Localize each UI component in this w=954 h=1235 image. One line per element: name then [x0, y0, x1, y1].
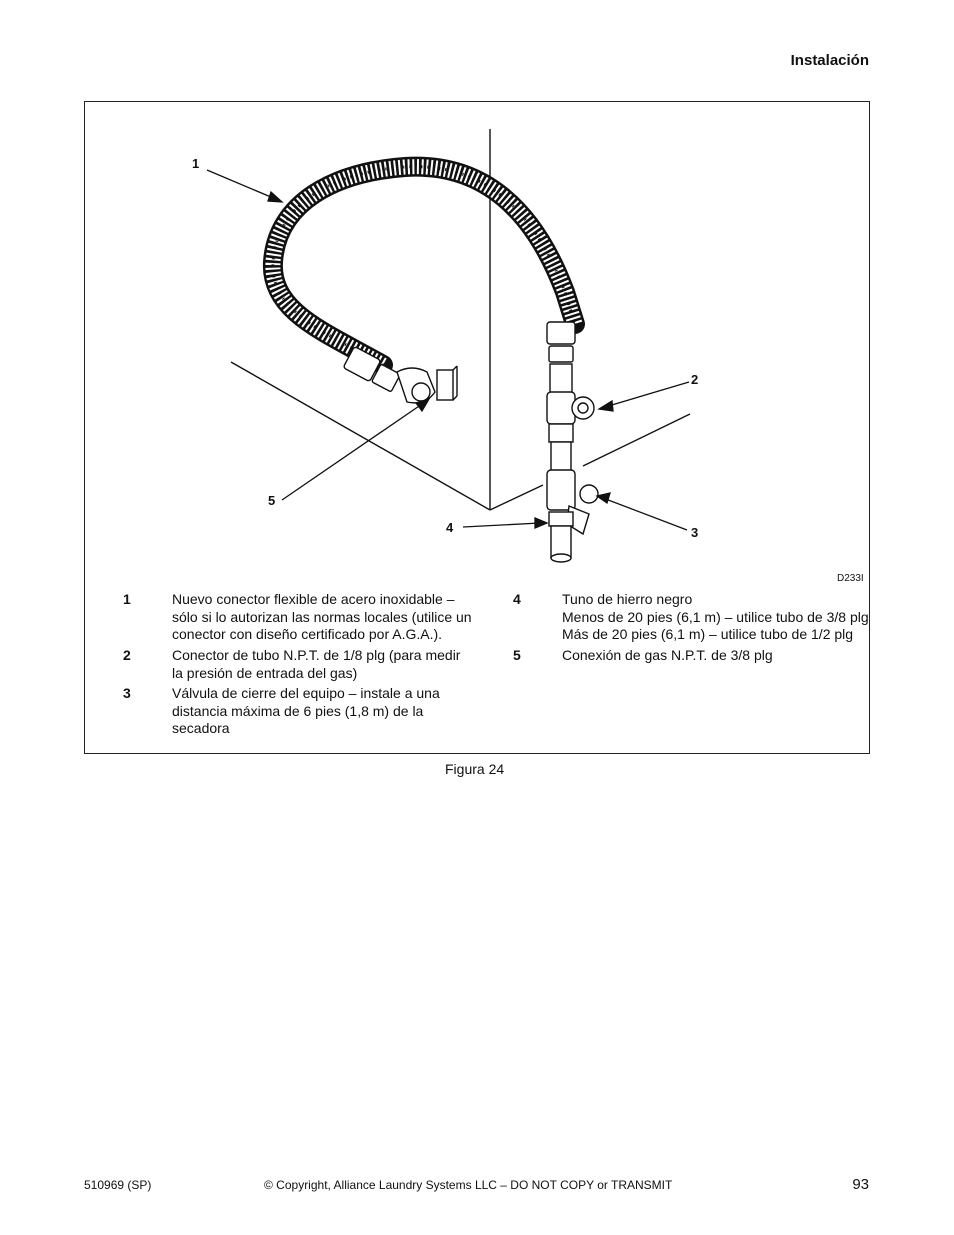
legend-line: la presión de entrada del gas) [172, 664, 358, 681]
legend-line: sólo si lo autorizan las normas locales (utilice un [172, 608, 472, 625]
doc-number: 510969 (SP) [84, 1178, 152, 1192]
page-number: 93 [852, 1176, 869, 1193]
legend-line: Más de 20 pies (6,1 m) – utilice tubo de 1/2 plg [562, 626, 854, 642]
figure-box [84, 101, 870, 754]
legend-number: 2 [123, 647, 131, 663]
legend-line: Conexión de gas N.P.T. de 3/8 plg [562, 647, 773, 663]
legend-line: Válvula de cierre del equipo – instale a una [172, 685, 440, 701]
drawing-code: D233I [837, 573, 864, 584]
figure-caption: Figura 24 [445, 761, 505, 777]
callout-4: 4 [446, 520, 454, 535]
legend-line: Menos de 20 pies (6,1 m) – utilice tubo de 3/8 plg [562, 608, 869, 625]
legend-line: conector con diseño certificado por A.G.A.). [172, 626, 443, 642]
legend-line: Tuno de hierro negro [562, 591, 693, 607]
copyright-notice: © Copyright, Alliance Laundry Systems LLC – DO NOT COPY or TRANSMIT [264, 1178, 673, 1192]
gas-connection-diagram [85, 102, 871, 592]
callout-5: 5 [268, 493, 276, 508]
section-title: Instalación [790, 52, 869, 69]
legend-number: 5 [513, 647, 521, 663]
legend-line: distancia máxima de 6 pies (1,8 m) de la [172, 702, 424, 719]
callout-3: 3 [691, 525, 699, 540]
callout-2: 2 [691, 372, 699, 387]
callout-1: 1 [192, 156, 200, 171]
legend-line: Nuevo conector flexible de acero inoxidable – [172, 591, 455, 607]
legend-number: 3 [123, 685, 131, 701]
legend-line: secadora [172, 720, 230, 736]
legend-number: 1 [123, 591, 131, 607]
legend-number: 4 [513, 591, 521, 607]
legend-line: Conector de tubo N.P.T. de 1/8 plg (para medir [172, 647, 461, 663]
